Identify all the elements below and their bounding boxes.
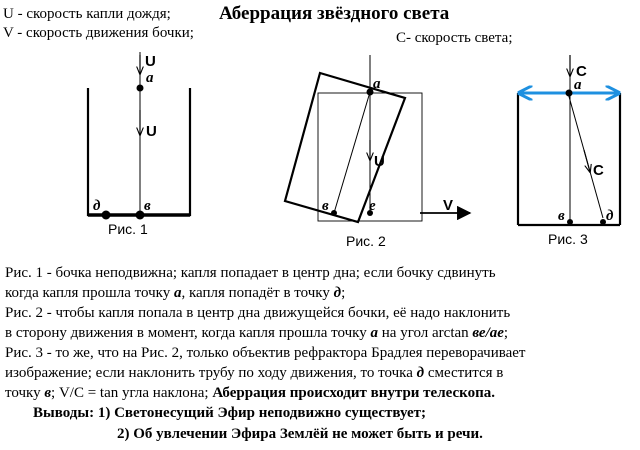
text-line-2-point-a: а — [173, 285, 182, 301]
text-line-7-part: точку — [5, 385, 45, 401]
fig2-tilted-axis — [334, 92, 370, 213]
text-line-2-part: когда капля прошла точку — [5, 285, 174, 301]
legend-c: С- скорость света; — [396, 30, 513, 46]
text-line-4-part: ; — [503, 325, 509, 341]
text-line-7-emphasis: Аберрация происходит внутри телескопа. — [212, 385, 495, 401]
text-line-7 — [5, 383, 495, 403]
page-title: Аберрация звёздного света — [219, 3, 450, 24]
fig1-label-d: д — [93, 198, 101, 214]
fig3-arrow-mid — [584, 150, 590, 172]
fig1-label-U-top: U — [145, 53, 156, 70]
fig3-label-C-top: C — [576, 63, 587, 80]
fig3-point-v — [567, 219, 573, 225]
conclusion-1: Выводы: 1) Светонесущий Эфир неподвижно существует; — [33, 405, 427, 421]
figure-1 — [88, 52, 190, 237]
fig1-point-d — [102, 211, 111, 220]
text-line-5: Рис. 3 - то же, что на Рис. 2, только объектив рефрактора Брадлея переворачивает — [5, 345, 526, 361]
fig1-label-a: а — [146, 70, 154, 86]
text-line-4-part: в сторону движения в момент, когда капля прошла точку — [5, 325, 371, 341]
text-line-4-part: на угол arctan — [378, 325, 473, 341]
fig1-label-v: в — [144, 198, 151, 214]
fig3-label-v: в — [558, 208, 565, 224]
fig2-caption: Рис. 2 — [346, 233, 386, 249]
fig2-label-a: а — [373, 76, 381, 92]
text-line-2-part: , капля попадёт в точку — [181, 285, 334, 301]
fig2-label-v: в — [322, 198, 329, 214]
text-line-4-point-a: а — [370, 325, 379, 341]
fig2-tilted-barrel — [285, 73, 405, 222]
text-line-6-point-d: д — [416, 365, 425, 381]
legend-u: U - скорость капли дождя; — [3, 6, 171, 22]
text-line-6-part: изображение; если наклонить трубу по ходу движения, то точка — [5, 365, 417, 381]
text-line-4-ratio: ве/ае — [472, 325, 504, 341]
text-line-6-part: сместится в — [424, 365, 504, 381]
figure-2 — [285, 55, 470, 249]
text-line-2-point-d: д — [333, 285, 342, 301]
text-line-2-part: ; — [341, 285, 346, 301]
text-line-6 — [5, 363, 503, 383]
legend-v: V - скорость движения бочки; — [3, 25, 194, 41]
fig1-label-U-mid: U — [146, 123, 157, 140]
text-line-3: Рис. 2 - чтобы капля попала в центр дна движущейся бочки, её надо наклонить — [5, 305, 511, 321]
fig3-label-C-mid: C — [593, 162, 604, 179]
fig2-label-V: V — [443, 197, 454, 214]
fig3-caption: Рис. 3 — [548, 231, 588, 247]
fig1-point-a — [137, 85, 144, 92]
conclusion-2: 2) Об увлечении Эфира Землёй не может быть и речи. — [117, 426, 483, 442]
text-line-4 — [5, 323, 508, 343]
text-line-7-part: ; V/C = tan угла наклона; — [51, 385, 213, 401]
fig2-point-v — [331, 210, 337, 216]
fig3-label-d: д — [606, 208, 614, 224]
text-line-7-point-v: в — [44, 385, 52, 401]
fig3-label-a: а — [574, 77, 582, 93]
fig3-point-a — [566, 90, 573, 97]
fig1-barrel — [88, 88, 190, 215]
fig2-label-e: е — [369, 198, 376, 214]
text-line-2 — [5, 283, 345, 303]
fig1-caption: Рис. 1 — [108, 221, 148, 237]
fig2-label-U: U — [374, 153, 385, 170]
text-line-1: Рис. 1 - бочка неподвижна; капля попадает в центр дна; если бочку сдвинуть — [5, 265, 496, 281]
figure-3 — [518, 55, 620, 247]
